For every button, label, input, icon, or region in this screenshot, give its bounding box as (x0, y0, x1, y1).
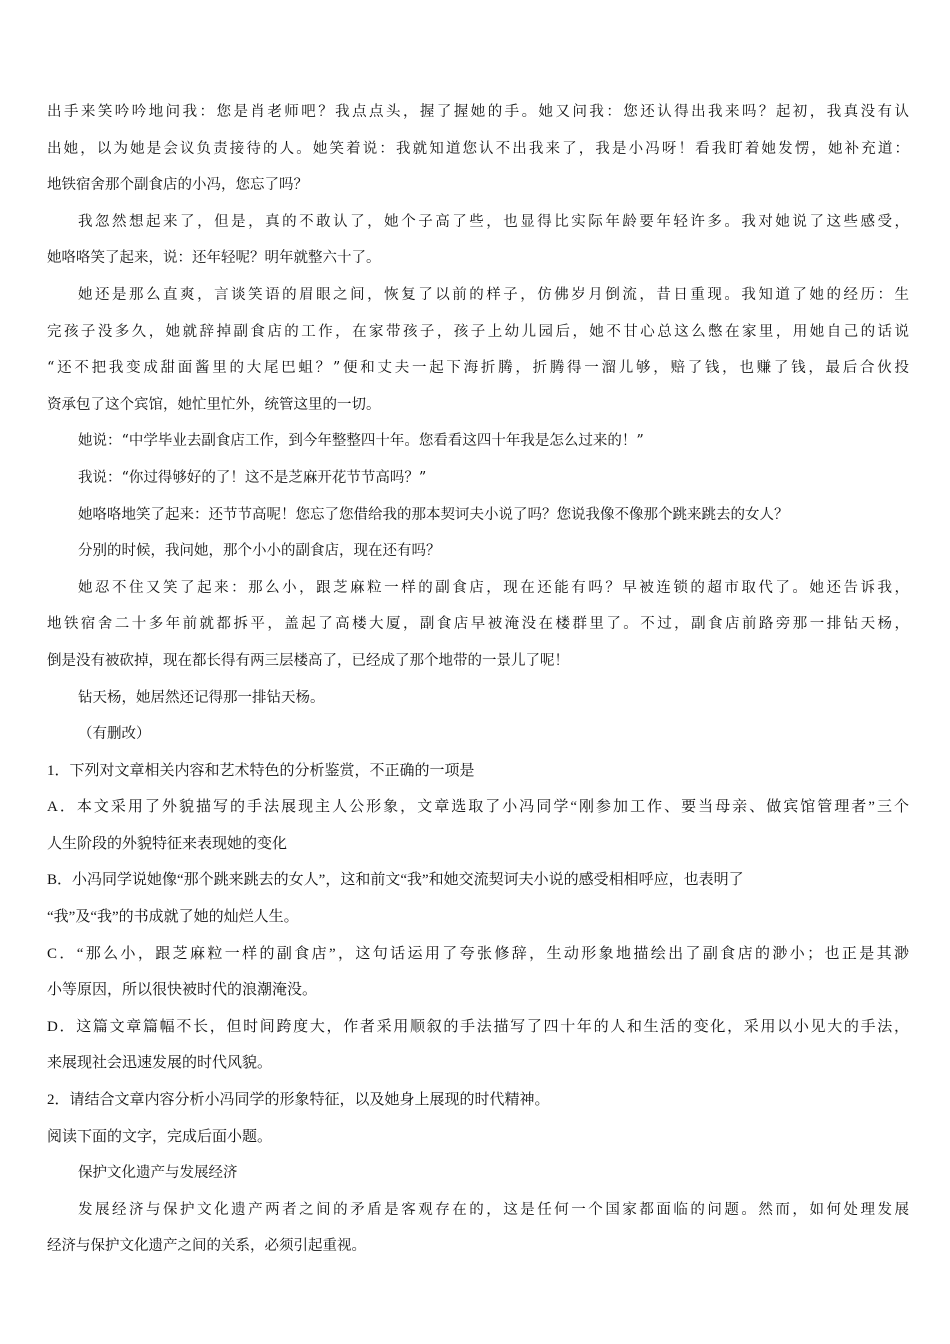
option-c-cont: 小等原因，所以很快被时代的浪潮淹没。 (47, 982, 318, 999)
story-line: 我忽然想起来了，但是，真的不敢认了，她个子高了些，也显得比实际年龄要年轻许多。我对她说了这些感受， (78, 213, 909, 230)
source-note: （有删改） (78, 726, 151, 743)
option-d: D．这篇文章篇幅不长，但时间跨度大，作者采用顺叙的手法描写了四十年的人和生活的变化，采用以小见大的手法， (47, 1018, 909, 1035)
story-excerpt (47, 94, 909, 753)
story-line: 钻天杨，她居然还记得那一排钻天杨。 (78, 689, 325, 706)
question-2: 2．请结合文章内容分析小冯同学的形象特征，以及她身上展现的时代精神。 (47, 1092, 550, 1109)
story-line: 地铁宿舍二十多年前就都拆平，盖起了高楼大厦，副食店早被淹没在楼群里了。不过，副食店前路旁那一排钻天杨， (47, 616, 909, 633)
passage-title: 保护文化遗产与发展经济 (78, 1165, 238, 1182)
option-b: B．小冯同学说她像“那个跳来跳去的女人”，这和前文“我”和她交流契诃夫小说的感受相相呼应，也表明了 (47, 872, 744, 889)
next-passage (47, 1119, 909, 1265)
passage-line: 经济与保护文化遗产之间的关系，必须引起重视。 (47, 1238, 366, 1255)
option-a: A．本文采用了外貌描写的手法展现主人公形象，文章选取了小冯同学“刚参加工作、要当母亲、做宾馆管理者”三个 (47, 799, 909, 816)
story-line: 地铁宿舍那个副食店的小冯，您忘了吗？ (47, 177, 308, 194)
story-line: 资承包了这个宾馆，她忙里忙外，统管这里的一切。 (47, 396, 381, 413)
passage-line: 发展经济与保护文化遗产两者之间的矛盾是客观存在的，这是任何一个国家都面临的问题。然而，如何处理发展 (78, 1201, 909, 1218)
story-line: 她咯咯地笑了起来：还节节高呢！您忘了您借给我的那本契诃夫小说了吗？您说我像不像那个跳来跳去的女人？ (78, 506, 789, 523)
story-line: 她还是那么直爽，言谈笑语的眉眼之间，恢复了以前的样子，仿佛岁月倒流，昔日重现。我知道了她的经历：生 (78, 286, 909, 303)
document-page (47, 94, 909, 1265)
story-line: 她忍不住又笑了起来：那么小，跟芝麻粒一样的副食店，现在还能有吗？早被连锁的超市取代了。她还告诉我， (78, 579, 909, 596)
option-d-cont: 来展现社会迅速发展的时代风貌。 (47, 1055, 273, 1072)
reading-instruction: 阅读下面的文字，完成后面小题。 (47, 1128, 273, 1145)
question-1 (47, 753, 909, 1082)
option-c: C．“那么小，跟芝麻粒一样的副食店”，这句话运用了夸张修辞，生动形象地描绘出了副食店的渺小；也正是其渺 (47, 945, 909, 962)
option-b-cont: “我”及“我”的书成就了她的灿烂人生。 (47, 909, 299, 926)
story-line: “还不把我变成甜面酱里的大尾巴蛆？”便和丈夫一起下海折腾，折腾得一溜儿够，赔了钱，也赚了钱，最后合伙投 (47, 360, 909, 377)
story-line: 分别的时候，我问她，那个小小的副食店，现在还有吗？ (78, 543, 441, 560)
story-line: 出她，以为她是会议负责接待的人。她笑着说：我就知道您认不出我来了，我是小冯呀！看我盯着她发愣，她补充道： (47, 140, 909, 157)
story-line: 完孩子没多久，她就辞掉副食店的工作，在家带孩子，孩子上幼儿园后，她不甘心总这么憋在家里，用她自己的话说 (47, 323, 909, 340)
story-line: 出手来笑吟吟地问我：您是肖老师吧？我点点头，握了握她的手。她又问我：您还认得出我来吗？起初，我真没有认 (47, 104, 909, 120)
story-line: 她咯咯笑了起来，说：还年轻呢？明年就整六十了。 (47, 250, 381, 267)
story-line: 倒是没有被砍掉，现在都长得有两三层楼高了，已经成了那个地带的一景儿了呢！ (47, 652, 569, 669)
question-stem: 1．下列对文章相关内容和艺术特色的分析鉴赏，不正确的一项是 (47, 762, 475, 779)
story-line: 我说：“你过得够好的了！这不是芝麻开花节节高吗？” (78, 469, 427, 486)
story-line: 她说：“中学毕业去副食店工作，到今年整整四十年。您看看这四十年我是怎么过来的！” (78, 433, 644, 450)
option-a-cont: 人生阶段的外貌特征来表现她的变化 (47, 835, 288, 852)
